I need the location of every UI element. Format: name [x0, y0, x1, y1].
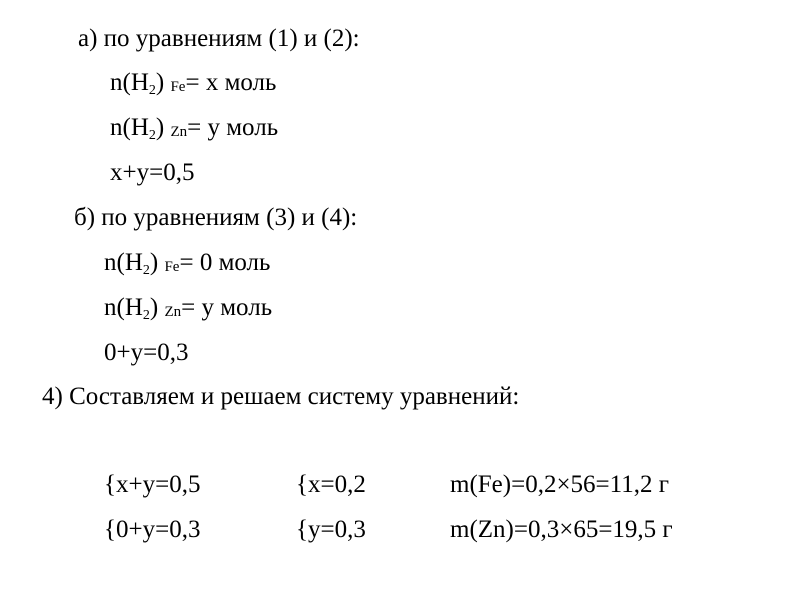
formula-element-subscript: Zn: [164, 304, 182, 320]
formula-h-subscript: 2: [148, 128, 156, 143]
system-row1-solution: {x=0,2: [296, 471, 366, 498]
system-row2-solution: {y=0,3: [296, 516, 366, 543]
formula-element-subscript: Zn: [170, 124, 188, 140]
formula-paren: ): [155, 69, 165, 96]
section-b-line-zn: [104, 293, 272, 331]
formula-prefix: n(H: [110, 114, 149, 141]
formula-paren: ): [155, 114, 165, 141]
system-row1-mass: m(Fe)=0,2×56=11,2 г: [450, 471, 669, 498]
formula-element-subscript: Fe: [164, 259, 180, 275]
formula-prefix: n(H: [104, 294, 143, 321]
formula-value: = y моль: [181, 294, 273, 321]
formula-h-subscript: 2: [142, 308, 150, 323]
formula-element-subscript: Fe: [170, 79, 186, 95]
formula-value: = 0 моль: [179, 249, 271, 276]
formula-value: = y моль: [187, 114, 279, 141]
section-b-line-fe: [104, 248, 270, 286]
system-row1-equation: {x+y=0,5: [104, 471, 201, 498]
system-row2-equation: {0+y=0,3: [104, 516, 201, 543]
section-a-line-zn: [110, 113, 278, 151]
formula-prefix: n(H: [104, 249, 143, 276]
formula-h-subscript: 2: [142, 263, 150, 278]
formula-h-subscript: 2: [148, 83, 156, 98]
section-a-line-fe: [110, 68, 276, 106]
section-b-heading: б) по уравнениям (3) и (4):: [74, 204, 358, 231]
formula-prefix: n(H: [110, 69, 149, 96]
section-a-heading: а) по уравнениям (1) и (2):: [78, 25, 360, 52]
section-a-equation: x+y=0,5: [110, 159, 195, 186]
formula-paren: ): [149, 249, 159, 276]
formula-value: = x моль: [185, 69, 277, 96]
step4-heading: 4) Составляем и решаем систему уравнений:: [42, 383, 520, 410]
system-row2-mass: m(Zn)=0,3×65=19,5 г: [450, 516, 673, 543]
section-b-equation: 0+y=0,3: [104, 339, 189, 366]
formula-paren: ): [149, 294, 159, 321]
